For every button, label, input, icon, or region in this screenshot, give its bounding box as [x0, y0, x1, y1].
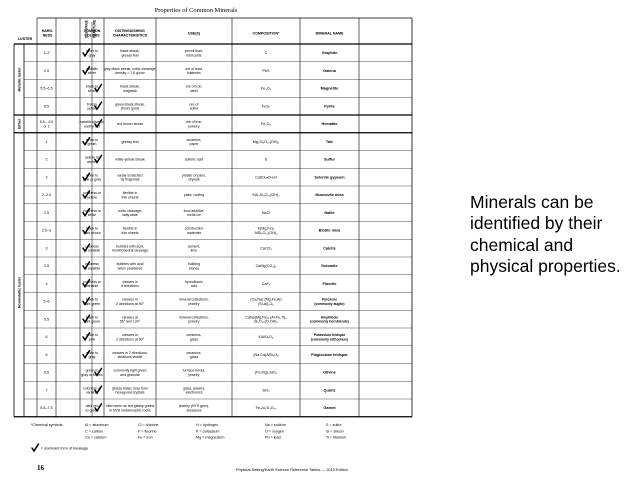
cell-uses: lime [190, 248, 198, 253]
footnote-symbol: Fe = iron [138, 435, 153, 440]
header-colors: COLORS [84, 33, 100, 38]
cell-mineral-name: (commonly hornblende) [310, 319, 349, 324]
cell-uses: lubricants [186, 53, 202, 58]
cell-mineral-name: Quartz [323, 388, 336, 393]
cell-colors: white [87, 213, 97, 218]
cell-composition: PbS [262, 68, 270, 73]
cell-hardness: 6 [45, 335, 48, 340]
cell-characteristics: glassy luster, may form [112, 386, 148, 391]
header-hardness: NESS [42, 33, 53, 38]
cell-colors: black to [85, 297, 99, 302]
cell-mineral-name: Selenite gypsum [314, 175, 345, 180]
footnote-symbol: Na = sodium [265, 423, 286, 427]
cell-uses: ore of [189, 102, 199, 107]
cell-mineral-name: Calcite [323, 246, 336, 251]
cell-mineral-name: Galena [323, 68, 336, 73]
group-label: Nonmetallic luster [17, 276, 22, 309]
cell-characteristics: cleaves in 2 directions, [112, 350, 148, 355]
header-colors: COMMON [83, 29, 101, 34]
cell-mineral-name: Hematite [321, 122, 338, 127]
header-characteristics: CHARACTERISTICS [112, 33, 148, 38]
cell-uses: materials [186, 230, 202, 235]
cell-colors: yellow [87, 195, 97, 200]
cell-composition: CaF₂ [261, 281, 271, 286]
cell-characteristics: (fool's gold) [121, 106, 139, 111]
cell-hardness: 3.5 [43, 264, 50, 269]
cell-composition: CaNa(Mg,Fe)₄ (Al,Fe,Ti)₃ [245, 315, 287, 320]
cell-uses: stones [188, 266, 200, 271]
cell-uses: construction [184, 226, 204, 231]
cell-characteristics: flexible in [122, 191, 138, 196]
cell-characteristics: black streak, [120, 49, 140, 54]
cell-uses: food additive, [183, 208, 205, 213]
cell-colors: colorless to [83, 191, 101, 196]
cell-mineral-name: Garnet [323, 406, 336, 411]
cell-hardness: 6.5 [43, 104, 50, 109]
cell-colors: gray [88, 355, 96, 360]
cell-hardness: 5.5 [43, 317, 50, 322]
cell-colors: colorless or [83, 279, 101, 284]
cell-hardness: 5–6 [43, 299, 50, 304]
footnote-symbol: O = oxygen [265, 429, 284, 434]
cell-colors: silver to [85, 49, 99, 54]
cell-uses: acid [190, 284, 198, 289]
cell-uses: jewelry (NYS gem), [178, 404, 210, 409]
cell-hardness: 5.5–6.5 [40, 86, 53, 91]
footnote-symbol: K = potassium [196, 429, 220, 434]
cell-colors: colorless or [83, 386, 101, 391]
group-label: Metallic luster [17, 67, 22, 92]
cell-composition: Mg₃Si₄O₁₀(OH)₂ [252, 139, 280, 144]
cell-characteristics: thin sheets [121, 195, 139, 200]
cell-characteristics: commonly light green [113, 368, 147, 373]
cell-colors: black to [85, 226, 99, 231]
cell-composition: CaCO₃ [260, 246, 272, 251]
cell-hardness: 1–2 [43, 51, 50, 56]
cell-colors: metallic silver or [79, 120, 105, 125]
cell-characteristics: cubic cleavage, [117, 208, 143, 213]
cell-hardness: 4 [45, 281, 48, 286]
cell-mineral-name: Olivine [323, 370, 336, 375]
cell-colors: colorless to [83, 208, 101, 213]
cell-colors: gray or brown [81, 372, 103, 377]
cell-colors: pink or gray [82, 177, 102, 182]
cell-uses: building [187, 262, 201, 267]
cell-composition: Fe₃Al₂Si₃O₁₂ [255, 406, 277, 411]
cell-mineral-name: Halite [324, 210, 335, 215]
cell-uses: glass [189, 355, 199, 360]
cell-colors: variable [85, 390, 99, 395]
cell-colors: pink [88, 337, 96, 342]
cell-characteristics: flexible in [122, 226, 138, 231]
header-uses: USE(S) [187, 31, 201, 36]
page-number: 16 [37, 464, 44, 472]
cell-uses: sulfuric acid [184, 157, 204, 162]
cell-characteristics: when powdered [117, 266, 143, 271]
cell-mineral-name: Pyrite [324, 104, 335, 109]
cell-hardness: 2 [45, 175, 48, 180]
table-grid [14, 18, 412, 417]
cell-hardness: 2 [45, 157, 48, 162]
cell-uses: electronics [185, 390, 203, 395]
footnote-symbol: Mg = magnesium [196, 435, 225, 440]
cell-characteristics: striations visible [117, 355, 143, 360]
cell-characteristics: cleaves in [122, 279, 138, 284]
cell-uses: melts ice [187, 213, 201, 218]
cell-characteristics: 2 directions at 90° [115, 337, 145, 342]
cell-mineral-name: Fluorite [322, 281, 337, 286]
cell-composition: (Si,Al)₂O₆ [258, 301, 274, 306]
cell-uses: batteries [187, 71, 201, 76]
cell-colors: green [87, 142, 97, 147]
cell-hardness: 2.5 [43, 68, 50, 73]
cell-characteristics: bubbles with acid [116, 262, 144, 267]
cell-uses: ceramics, [186, 333, 202, 338]
cell-uses: ore of lead, [185, 66, 203, 71]
cell-composition: AlSi₃O₁₀(OH)₂ [254, 230, 278, 235]
cell-characteristics: and granular [120, 372, 140, 377]
cell-composition: K(Mg,Fe)₃ [257, 226, 275, 231]
cell-uses: paper [189, 142, 199, 147]
group-label: Either [17, 118, 22, 129]
cell-colors: earthy red [84, 124, 100, 129]
cell-composition: S [264, 157, 268, 162]
cell-hardness: 2–2.5 [41, 193, 52, 198]
cell-composition: (Na,Ca)AlSi₃O₈ [253, 352, 279, 357]
footnote-label: *Chemical symbols: [31, 423, 64, 427]
cell-colors: silver [87, 71, 97, 76]
cell-composition: Fe₂O₃ [260, 122, 272, 127]
cell-uses: ceramics, [186, 350, 202, 355]
legend-check-icon [32, 444, 39, 451]
cell-colors: to green [85, 408, 99, 413]
cell-uses: mineral collections, [179, 297, 209, 302]
cell-uses: jewelry [188, 319, 200, 324]
cell-mineral-name: Sulfur [324, 157, 335, 162]
header-mineral-name: MINERAL NAME [315, 31, 344, 36]
cell-characteristics: 56° and 124° [119, 319, 141, 324]
cell-characteristics: red-brown streak [116, 122, 144, 127]
cell-colors: green to [85, 368, 99, 373]
cell-characteristics: bubbles with acid, [116, 244, 144, 249]
footnote-symbol: Si = silicon [326, 429, 344, 434]
cell-characteristics: cleaves in [122, 333, 138, 338]
cell-composition: (Ca,Na) (Mg,Fe,Al) [250, 297, 282, 302]
cell-mineral-name: (commonly augite) [314, 301, 345, 306]
legend-text: = dominant form of breakage [41, 446, 89, 451]
cell-colors: dark red [85, 404, 99, 409]
cell-characteristics: green-black streak, [115, 102, 145, 107]
cell-characteristics: magnetic [122, 88, 138, 93]
cell-mineral-name: Talc [325, 139, 334, 144]
cell-mineral-name: Potassium feldspar [313, 333, 346, 338]
slide-caption: Minerals can be identified by their chemical and physical properties. [470, 192, 621, 277]
cell-colors: white to [85, 173, 99, 178]
cell-characteristics: 4 directions [121, 284, 139, 289]
cell-hardness: 1 [45, 139, 48, 144]
cell-uses: furnace bricks, [182, 368, 206, 373]
footnote-symbol: F = fluorine [138, 429, 157, 434]
cell-mineral-name: (commonly orthoclase) [310, 337, 349, 342]
cell-uses: glass, jewelry, [183, 386, 205, 391]
cell-colors: or variable [83, 248, 101, 253]
cell-colors: variable [85, 284, 99, 289]
footnote-symbol: H = hydrogen [196, 423, 219, 427]
cell-characteristics: salty taste [122, 213, 138, 218]
cell-composition: CaSO₄•2H₂O [255, 175, 277, 180]
cell-colors: dark green [83, 319, 101, 324]
cell-hardness: 6 [45, 352, 48, 357]
cell-characteristics: greasy feel [121, 139, 139, 144]
footnote-symbol: C = carbon [85, 429, 104, 434]
cell-characteristics: 2 directions at 90° [115, 301, 145, 306]
cell-characteristics: thin sheets [121, 230, 139, 235]
cell-characteristics: greasy feel [121, 53, 139, 58]
header-hardness: HARD- [41, 29, 54, 34]
cell-hardness: 6.5–7.5 [40, 406, 53, 411]
cell-characteristics: cleaves in [122, 297, 138, 302]
cell-uses: plaster of paris, [182, 173, 206, 178]
cell-uses: paint, roofing [183, 193, 205, 198]
cell-composition: Si₆O₂₂(O,OH)₂ [254, 319, 278, 324]
cell-colors: metallic [86, 66, 98, 71]
cell-colors: white to [85, 333, 99, 338]
cell-colors: yellow to [85, 155, 99, 160]
cell-composition: NaCl [261, 210, 271, 215]
cell-uses: sulfur [189, 106, 199, 111]
cell-hardness: 7 [45, 388, 48, 393]
cell-colors: dark green [83, 301, 101, 306]
cell-mineral-name: Amphibole [320, 315, 339, 320]
cell-uses: drywall [188, 177, 200, 182]
cell-colors: white to [85, 350, 99, 355]
header-characteristics: DISTINGUISHING [115, 29, 145, 34]
header-composition: COMPOSITION* [252, 31, 280, 36]
cell-uses: jewelry [188, 124, 200, 129]
footnote-symbol: S = sulfur [326, 423, 342, 427]
cell-characteristics: easily scratched [117, 173, 143, 178]
cell-uses: glass [189, 337, 199, 342]
edition-footer: Physical Setting/Earth Science Reference Tables — 2010 Edition [236, 467, 348, 472]
header-fracture: FRACTURE [92, 19, 97, 38]
cell-colors: colorless [85, 262, 99, 267]
cell-colors: black to [85, 84, 99, 89]
cell-characteristics: often seen as red glassy grains [105, 404, 155, 409]
cell-characteristics: gray-black streak, cubic cleavage, [103, 66, 157, 71]
header-cleavage: CLEAVAGE [84, 20, 89, 38]
header-luster: LUSTER [17, 37, 33, 41]
cell-composition: CaMg(CO₃)₂ [255, 264, 277, 269]
cell-composition: SiO₂ [262, 388, 270, 393]
cell-hardness: 5.5 – 6.5 [39, 120, 54, 125]
cell-uses: ore of iron, [185, 120, 203, 125]
cell-characteristics: hexagonal crystals [115, 390, 145, 395]
cell-uses: abrasives [186, 408, 202, 413]
cell-uses: steel [190, 88, 198, 93]
cell-colors: brassy [86, 102, 98, 107]
cell-colors: amber [87, 159, 97, 164]
cell-characteristics: rhombohedral cleavage [111, 248, 149, 253]
cell-colors: colorless [85, 244, 99, 249]
cell-composition: C [264, 51, 268, 56]
footnote-symbol: Al = aluminum [85, 423, 109, 427]
footnote-symbol: Ti = titanium [326, 435, 347, 440]
cell-characteristics: by fingernail [120, 177, 140, 182]
cell-composition: Fe₃O₄ [260, 86, 272, 91]
footnote-symbol: Cl = chlorine [138, 423, 159, 427]
cell-hardness: 2.5 [43, 210, 50, 215]
cell-uses: mineral collections, [179, 315, 209, 320]
cell-characteristics: in NYS metamorphic rocks [109, 408, 151, 413]
cell-uses: pencil lead, [185, 49, 203, 54]
cell-mineral-name: Graphite [321, 51, 338, 56]
cell-hardness: 6.5 [43, 370, 50, 375]
cell-composition: (Fe,Mg)₂SiO₄ [255, 370, 277, 375]
cell-uses: jewelry [188, 372, 200, 377]
cell-uses: cement, [187, 244, 201, 249]
cell-characteristics: cleaves at [122, 315, 138, 320]
cell-characteristics: white-yellow streak [115, 157, 145, 162]
cell-composition: FeS₂ [261, 104, 271, 109]
cell-characteristics: black streak, [120, 84, 140, 89]
cell-uses: hydrofluoric [184, 279, 204, 284]
cell-hardness: 3 [45, 246, 48, 251]
cell-uses: jewelry [188, 301, 200, 306]
cell-mineral-name: Plagioclase feldspar [311, 352, 348, 357]
cell-colors: or variable [83, 266, 101, 271]
cell-mineral-name: Dolomite [321, 264, 338, 269]
cell-mineral-name: Magnetite [320, 86, 339, 91]
cell-colors: white to [85, 137, 99, 142]
footnote-symbol: Pb = lead [265, 435, 281, 440]
cell-mineral-name: Pyroxene [321, 297, 338, 302]
table-title: Properties of Common Minerals [154, 7, 238, 14]
cell-colors: dark brown [83, 230, 101, 235]
cell-colors: silver [87, 88, 97, 93]
cell-hardness: or 1 [43, 124, 50, 129]
cell-colors: gray [88, 53, 96, 58]
cell-characteristics: density = 7.6 g/cm³ [115, 71, 145, 76]
cell-hardness: 2.5–3 [41, 228, 52, 233]
cell-mineral-name: Biotite mica [318, 228, 341, 233]
cell-uses: ceramics, [186, 137, 202, 142]
footnote-symbol: Ca = calcium [85, 435, 107, 440]
cell-composition: KAl₃Si₃O₁₀(OH)₂ [252, 193, 280, 198]
cell-colors: black to [85, 315, 99, 320]
table-text [18, 7, 349, 472]
cell-composition: KAlSi₃O₈ [258, 335, 274, 340]
cell-uses: ore of iron, [185, 84, 203, 89]
cell-colors: yellow [87, 106, 97, 111]
cell-mineral-name: Muscovite mica [315, 193, 344, 198]
